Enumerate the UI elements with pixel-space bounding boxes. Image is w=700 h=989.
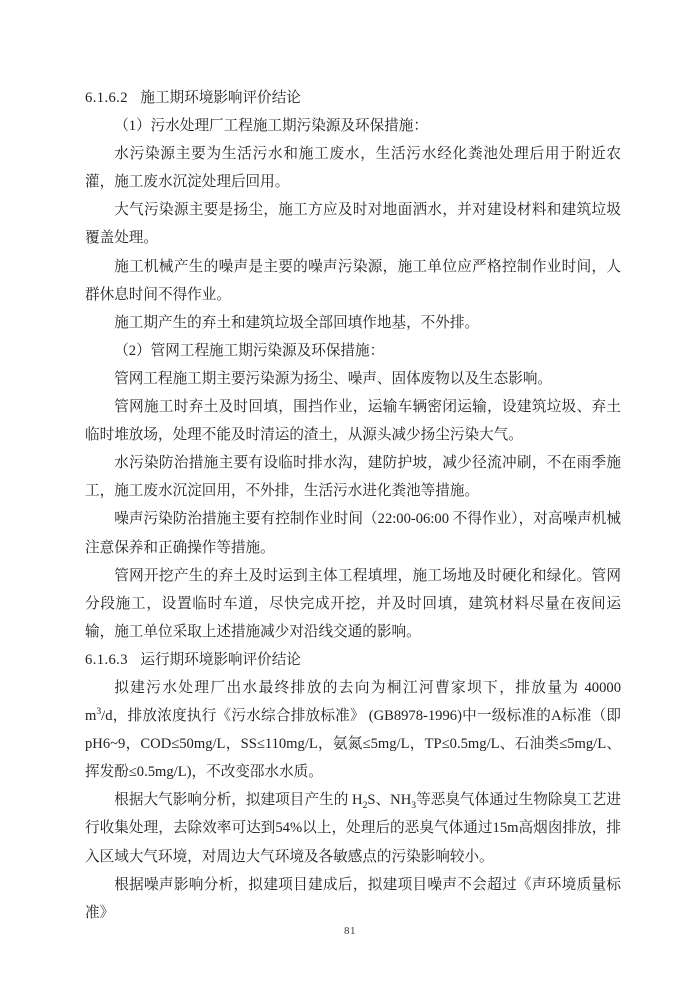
paragraph: [85, 786, 621, 870]
section-heading: [85, 84, 621, 112]
paragraph-text: 水污染防治措施主要有设临时排水沟，建防护坡，减少径流冲刷，不在雨季施工，施工废水沉淀回用，不外排，生活污水进化粪池等措施。: [85, 455, 621, 500]
paragraph-text: （2）管网工程施工期污染源及环保措施：: [114, 342, 385, 359]
section-title: 运行期环境影响评价结论: [140, 651, 301, 668]
paragraph: [85, 112, 621, 140]
section-number: 6.1.6.2: [85, 90, 128, 106]
paragraph-text: 拟建污水处理厂出水最终排放的去向为桐江河曹家坝下，排放量为 40000 m: [85, 679, 621, 725]
paragraph: [85, 505, 621, 561]
paragraph: [85, 253, 621, 309]
section-title: 施工期环境影响评价结论: [140, 90, 301, 106]
paragraph: [85, 393, 621, 449]
paragraph: [85, 449, 621, 505]
superscript-text: 3: [96, 706, 102, 718]
paragraph-text: 施工机械产生的噪声是主要的噪声污染源，施工单位应严格控制作业时间，人群休息时间不得作业。: [85, 258, 621, 303]
page-footer: [0, 925, 700, 937]
paragraph-text: 大气污染源主要是扬尘，施工方应及时对地面洒水，并对建设材料和建筑垃圾覆盖处理。: [85, 202, 621, 247]
paragraph: [85, 140, 621, 196]
paragraph-text: 管网工程施工期主要污染源为扬尘、噪声、固体废物以及生态影响。: [114, 370, 553, 387]
paragraph-text: 管网开挖产生的弃土及时运到主体工程填埋，施工场地及时硬化和绿化。管网分段施工，设置临时车道，尽快完成开挖，并及时回填，建筑材料尽量在夜间运输，施工单位采取上述措施减少对沿线交通的影响。: [85, 567, 621, 640]
paragraph: [85, 365, 621, 393]
section-number: 6.1.6.3: [85, 651, 128, 668]
paragraph-text: S、NH: [367, 792, 412, 809]
paragraph-text: 根据大气影响分析，拟建项目产生的 H: [114, 792, 363, 809]
paragraph: [85, 309, 621, 337]
paragraph: [85, 196, 621, 252]
paragraph-text: 等恶臭气体通过生物除臭工艺进行收集处理，去除效率可达到54%以上，处理后的恶臭气体通过15m高烟囱排放，排入区域大气环境，对周边大气环境及各敏感点的污染影响较小。: [85, 792, 621, 865]
paragraph-text: /d，排放浓度执行《污水综合排放标准》 (GB8978-1996)中一级标准的A标准（即 pH6~9，COD≤50mg/L，SS≤110mg/L，氨氮≤5mg/L，TP≤0.5mg/L、石油类≤5mg/L、挥发酚≤0.5mg/L)，不改变邵水水质。: [85, 708, 621, 781]
paragraph: [85, 337, 621, 365]
paragraph: [85, 562, 621, 646]
document-body: [85, 84, 621, 927]
subscript-text: 2: [362, 800, 368, 812]
subscript-text: 3: [411, 800, 417, 812]
paragraph-text: 水污染源主要为生活污水和施工废水，生活污水经化粪池处理后用于附近农灌，施工废水沉淀处理后回用。: [85, 146, 621, 191]
paragraph-text: 噪声污染防治措施主要有控制作业时间（22:00-06:00 不得作业），对高噪声机械注意保养和正确操作等措施。: [85, 511, 621, 556]
paragraph-text: （1）污水处理厂工程施工期污染源及环保措施：: [114, 118, 428, 135]
paragraph: [85, 674, 621, 786]
section-heading: [85, 646, 621, 674]
paragraph: [85, 871, 621, 927]
paragraph-text: 根据噪声影响分析，拟建项目建成后，拟建项目噪声不会超过《声环境质量标准》: [85, 876, 621, 921]
page-number: 81: [344, 925, 356, 937]
paragraph-text: 管网施工时弃土及时回填，围挡作业，运输车辆密闭运输，设建筑垃圾、弃土临时堆放场，处理不能及时清运的渣土，从源头减少扬尘污染大气。: [85, 399, 621, 444]
paragraph-text: 施工期产生的弃土和建筑垃圾全部回填作地基，不外排。: [114, 314, 480, 331]
